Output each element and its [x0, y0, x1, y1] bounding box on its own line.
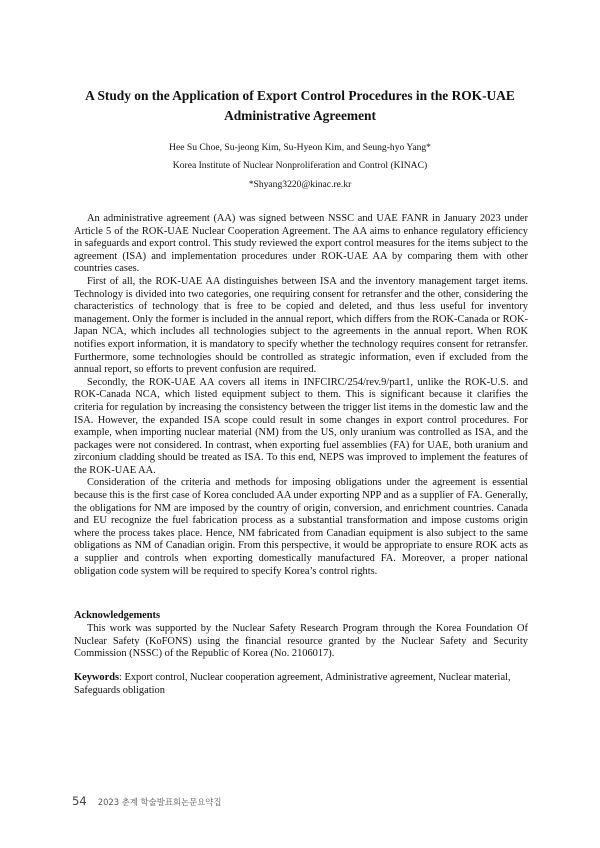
abstract-paragraph-4: Consideration of the criteria and methods for imposing obligations under the agreement is essential because this is the first case of Korea concluded AA under exporting NPP and as a supplier of FA. Generally, the obligations for NM are imposed by the country of origin, conversion, and enrichment countries. Canada and EU recognize the fuel fabrication process as a substantial transformation and impose customs origin where the process takes place. Hence, NM fabricated from Canadian equipment is also subject to the same obligations as NM of Canadian origin. From this perspective, it would be appropriate to ensure ROK acts as a supplier and controls when exporting domestically manufactured FA. Moreover, a proper national obligation code system will be required to specify Korea’s control rights.: [74, 477, 528, 577]
title-line-1: A Study on the Application of Export Control Procedures in the ROK-UAE: [85, 88, 515, 103]
conference-proceedings-label: 2023 춘계 학술발표회논문요약집: [97, 797, 222, 807]
corresponding-email: *Shyang3220@kinac.re.kr: [248, 179, 352, 190]
page-footer: [72, 790, 221, 809]
keywords-text: : Export control, Nuclear cooperation agreement, Administrative agreement, Nuclear material, Safeguards obligation: [74, 672, 511, 696]
abstract-paragraph-1: An administrative agreement (AA) was signed between NSSC and UAE FANR in January 2023 under Article 5 of the ROK-UAE Nuclear Cooperation Agreement. The AA aims to enhance regulatory efficiency in safeguards and export control. This study reviewed the export control measures for the items subject to the agreement (ISA) and implementation procedures under ROK-UAE AA by comparing them with other countries cases.: [74, 213, 528, 275]
title-line-2: Administrative Agreement: [224, 108, 376, 123]
acknowledgements-heading: Acknowledgements: [74, 610, 161, 621]
keywords-label: Keywords: [74, 672, 120, 683]
paper-title: [60, 86, 540, 126]
abstract-paragraph-2: First of all, the ROK-UAE AA distinguishes between ISA and the inventory management target items. Technology is divided into two categories, one requiring consent for retransfer and the other, considering the characteristics of technology that is free to be copied and deleted, and thus less useful for inventory management. Only the former is included in the annual report, which differs from the ROK-Canada or ROK-Japan NCA, which includes all technologies subject to the agreements in the annual report. When ROK notifies export information, it is mandatory to specify whether the technology requires consent for retransfer. Furthermore, some technologies should be controlled as strategic information, even if excluded from the annual report, so efforts to prevent confusion are required.: [74, 275, 528, 376]
affiliation: Korea Institute of Nuclear Nonproliferation and Control (KINAC): [172, 160, 428, 171]
abstract-paragraph-3: Secondly, the ROK-UAE AA covers all items in INFCIRC/254/rev.9/part1, unlike the ROK-U.S. and ROK-Canada NCA, which listed equipment subject to them. This is significant because it clarifies the criteria for regulation by increasing the consistency between the trigger list items in the domestic law and the ISA. However, the expanded ISA scope could result in some changes in export control procedures. For example, when importing nuclear material (NM) from the US, only uranium was controlled as ISA, and the packages were not considered. In contrast, when exporting fuel assemblies (FA) for UAE, both uranium and zirconium cladding should be treated as ISA. To this end, NEPS was improved to implement the features of the ROK-UAE AA.: [74, 376, 528, 476]
author-list: Hee Su Choe, Su-jeong Kim, Su-Hyeon Kim, and Seung-hyo Yang*: [169, 142, 431, 153]
acknowledgements-body: This work was supported by the Nuclear Safety Research Program through the Korea Foundation Of Nuclear Safety (KoFONS) using the financial resource granted by the Nuclear Safety and Security Commission (NSSC) of the Republic of Korea (No. 2106017).: [74, 623, 528, 660]
abstract: [74, 213, 528, 578]
page-number: 54: [72, 794, 87, 808]
keywords: [74, 672, 528, 697]
